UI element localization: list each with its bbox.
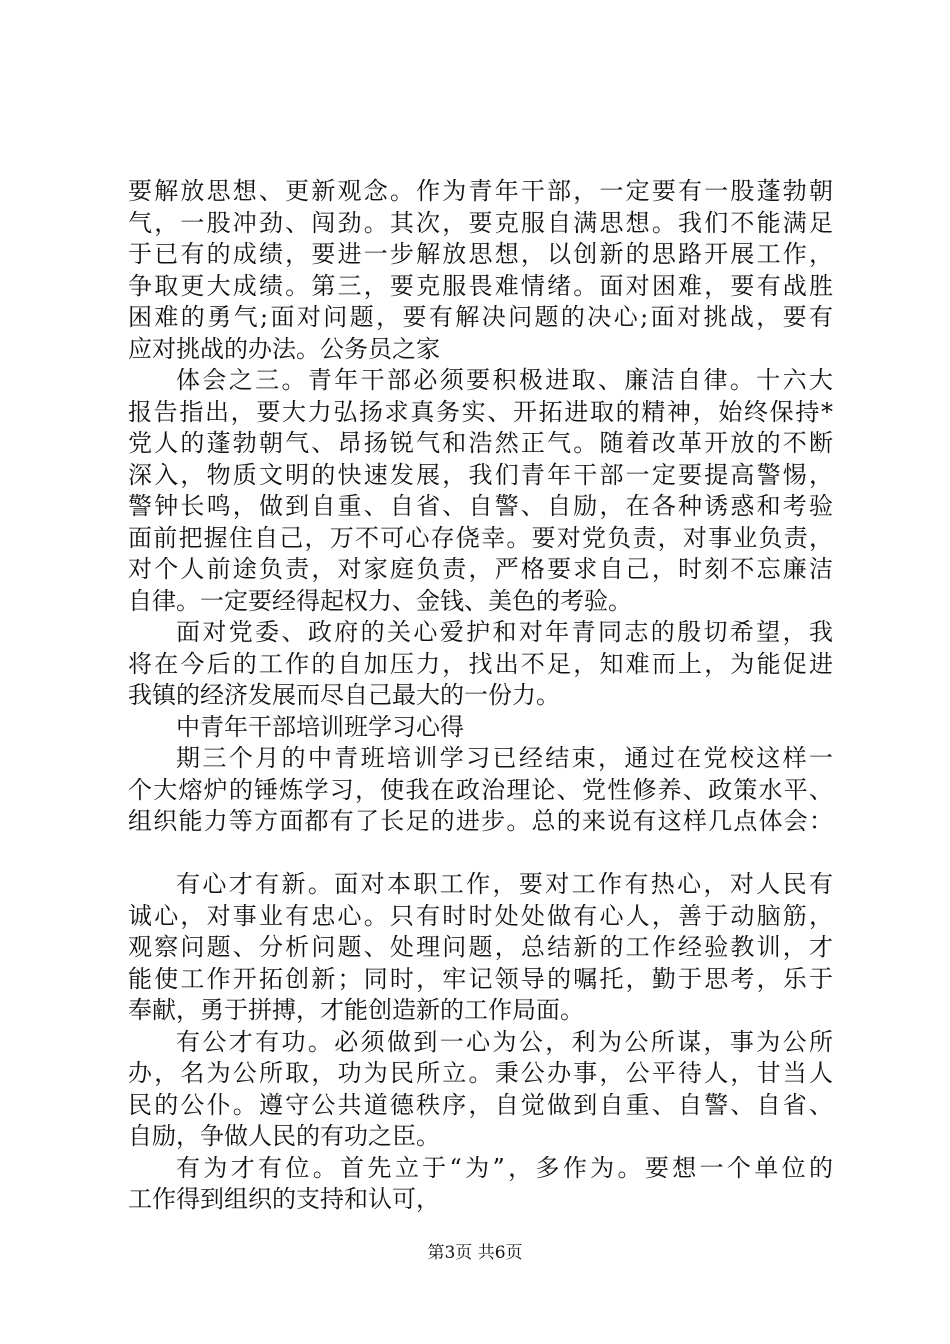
text-line: 要解放思想、更新观念。作为青年干部，一定要有一股蓬勃朝 (128, 177, 833, 205)
blank-line (128, 838, 833, 870)
text-line: 于已有的成绩，要进一步解放思想，以创新的思路开展工作， (128, 240, 833, 268)
text-line: 将在今后的工作的自加压力，找出不足，知难而上，为能促进 (128, 649, 833, 678)
text-line: 党人的蓬勃朝气、昂扬锐气和浩然正气。随着改革开放的不断 (128, 429, 833, 457)
section-heading: 中青年干部培训班学习心得 (176, 712, 464, 741)
text-line: 有公才有功。必须做到一心为公，利为公所谋，事为公所 (176, 1027, 833, 1056)
text-line: 面对党委、政府的关心爱护和对年青同志的殷切希望，我 (176, 618, 833, 646)
text-line: 有心才有新。面对本职工作，要对工作有热心，对人民有 (176, 870, 833, 898)
text-line: 深入，物质文明的快速发展，我们青年干部一定要提高警惕， (128, 460, 833, 489)
text-line: 民的公仆。遵守公共道德秩序，自觉做到自重、自警、自省、 (128, 1090, 833, 1119)
text-line: 工作得到组织的支持和认可， (128, 1185, 440, 1213)
text-line: 个大熔炉的锤炼学习，使我在政治理论、党性修养、政策水平、 (128, 775, 833, 804)
text-line: 能使工作开拓创新；同时，牢记领导的嘱托，勤于思考，乐于 (128, 964, 833, 993)
text-line: 有为才有位。首先立于“为”，多作为。要想一个单位的 (176, 1153, 833, 1182)
text-line: 观察问题、分析问题、处理问题，总结新的工作经验教训，才 (128, 933, 833, 961)
text-line: 困难的勇气;面对问题，要有解决问题的决心;面对挑战，要有 (128, 303, 833, 331)
text-line: 诚心，对事业有忠心。只有时时处处做有心人，善于动脑筋， (128, 901, 833, 930)
text-line: 体会之三。青年干部必须要积极进取、廉洁自律。十六大 (176, 366, 833, 394)
page-number-footer: 第3页 共6页 (427, 1243, 523, 1263)
document-body (128, 176, 833, 1216)
text-line: 应对挑战的办法。公务员之家 (128, 334, 440, 363)
text-line: 争取更大成绩。第三，要克服畏难情绪。面对困难，要有战胜 (128, 271, 833, 300)
text-line: 报告指出，要大力弘扬求真务实、开拓进取的精神，始终保持* (128, 397, 833, 426)
text-line: 自律。一定要经得起权力、金钱、美色的考验。 (128, 586, 632, 615)
text-line: 办，名为公所取，功为民所立。秉公办事，公平待人，甘当人 (128, 1059, 833, 1087)
text-line: 面前把握住自己，万不可心存侥幸。要对党负责，对事业负责， (128, 523, 833, 552)
text-line: 对个人前途负责，对家庭负责，严格要求自己，时刻不忘廉洁 (128, 555, 833, 583)
text-line: 气，一股冲劲、闯劲。其次，要克服自满思想。我们不能满足 (128, 208, 833, 237)
text-line: 奉献，勇于拼搏，才能创造新的工作局面。 (128, 996, 584, 1024)
text-line: 警钟长鸣，做到自重、自省、自警、自励，在各种诱惑和考验 (128, 492, 833, 520)
text-line: 期三个月的中青班培训学习已经结束，通过在党校这样一 (176, 744, 833, 772)
text-line: 我镇的经济发展而尽自己最大的一份力。 (128, 681, 560, 709)
text-line: 组织能力等方面都有了长足的进步。总的来说有这样几点体会： (128, 807, 833, 835)
text-line: 自励，争做人民的有功之臣。 (128, 1122, 440, 1150)
